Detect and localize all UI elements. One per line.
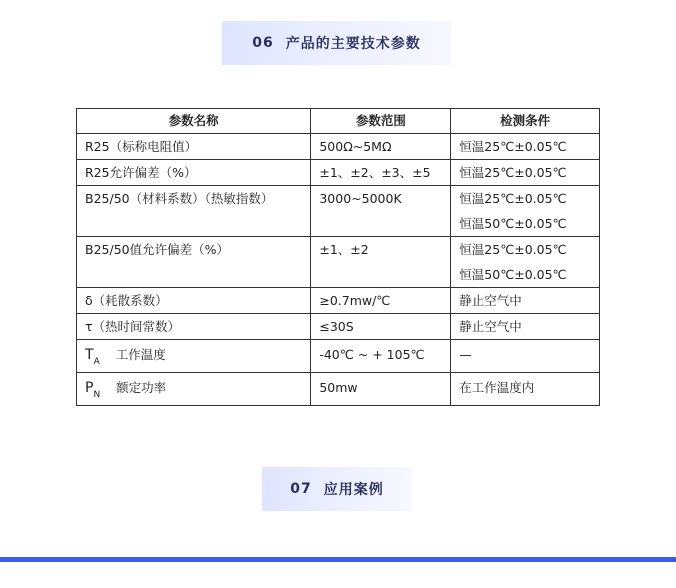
test-condition [451,373,600,406]
header-test-condition: 检测条件 [451,109,600,134]
condition-line: 恒温25℃±0.05℃ [459,242,567,257]
test-condition [451,314,600,340]
param-label: 工作温度 [115,347,166,362]
param-name [77,340,311,373]
table-row [77,340,600,373]
param-name: B25/50（材料系数）（热敏指数） [77,186,311,237]
condition-line: — [459,347,472,362]
header-param-range: 参数范围 [311,109,451,134]
table-row [77,160,600,186]
test-condition [451,134,600,160]
param-label: 额定功率 [116,380,167,395]
condition-line: 恒温50℃±0.05℃ [459,216,567,231]
param-range: ±1、±2 [311,237,451,288]
accent-bar [0,557,676,562]
condition-line: 恒温25℃±0.05℃ [459,165,567,180]
header-param-name: 参数名称 [77,109,311,134]
test-condition [451,340,600,373]
param-name: B25/50值允许偏差（%） [77,237,311,288]
section-header-07 [262,467,412,511]
section-header-06 [222,21,451,65]
condition-line: 恒温25℃±0.05℃ [459,139,567,154]
section-number: 06 [252,35,274,51]
param-name: τ（热时间常数） [77,314,311,340]
table-row [77,186,600,237]
symbol-main: T [85,347,94,363]
symbol-subscript: A [93,357,100,367]
condition-line: 静止空气中 [459,319,522,334]
symbol-subscript: N [93,390,101,400]
section-title: 应用案例 [323,482,384,498]
param-range: -40℃ ~ + 105℃ [311,340,451,373]
parameters-table [76,108,600,406]
table-row [77,314,600,340]
condition-line: 恒温50℃±0.05℃ [459,267,567,282]
test-condition [451,186,600,237]
table-header-row [77,109,600,134]
param-name: δ（耗散系数） [77,288,311,314]
param-range: 50mw [311,373,451,406]
section-number: 07 [290,481,312,497]
param-name: R25允许偏差（%） [77,160,311,186]
condition-line: 在工作温度内 [459,380,535,395]
param-range: 3000~5000K [311,186,451,237]
table-row [77,373,600,406]
param-range: 500Ω~5MΩ [311,134,451,160]
table-row [77,237,600,288]
param-name [77,373,311,406]
param-range: ±1、±2、±3、±5 [311,160,451,186]
param-range: ≤30S [311,314,451,340]
param-name: R25（标称电阻值） [77,134,311,160]
condition-line: 静止空气中 [459,293,522,308]
test-condition [451,160,600,186]
symbol-main: P [85,380,94,396]
table-row [77,134,600,160]
table-row [77,288,600,314]
test-condition [451,288,600,314]
test-condition [451,237,600,288]
section-title: 产品的主要技术参数 [285,36,421,52]
param-range: ≥0.7mw/℃ [311,288,451,314]
condition-line: 恒温25℃±0.05℃ [459,191,567,206]
